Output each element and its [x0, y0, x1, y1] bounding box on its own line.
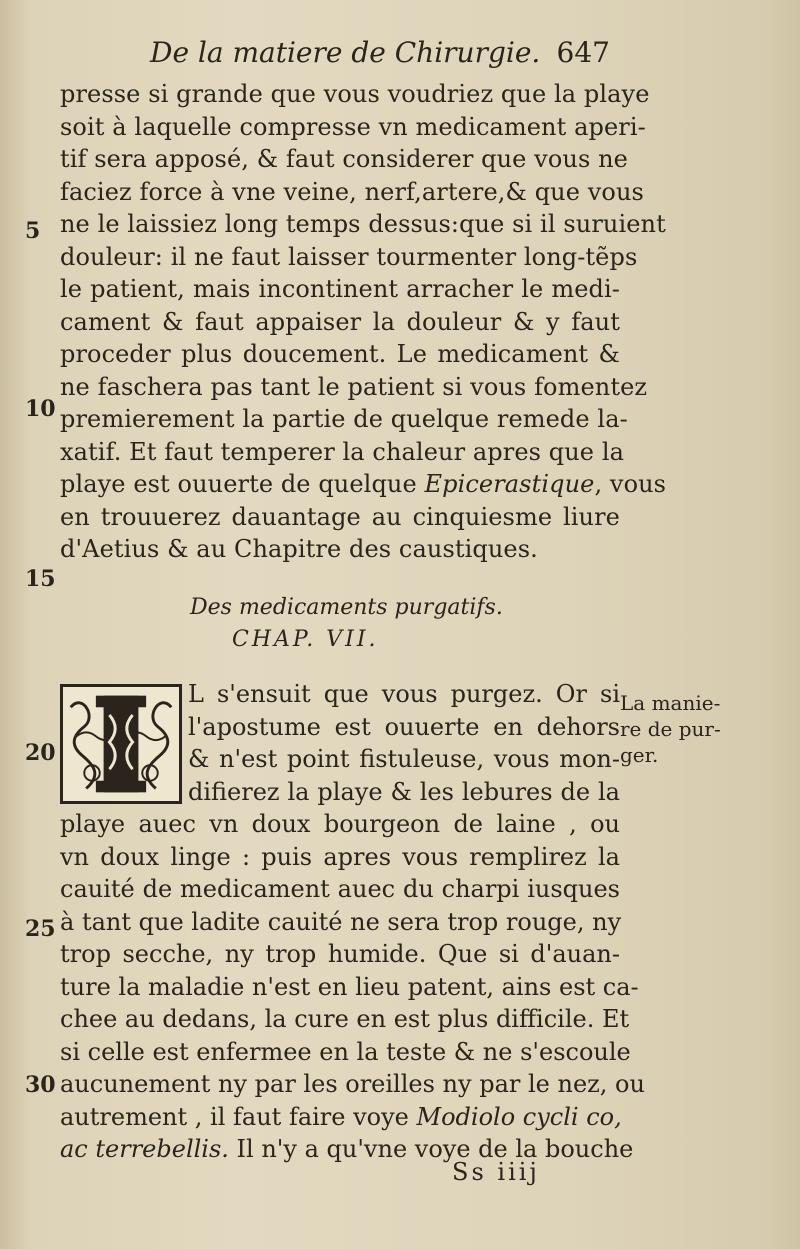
text-line: premierement la partie de quelque remede la- — [60, 405, 628, 433]
text-run: , vous — [594, 470, 667, 498]
text-line: aucunement ny par les oreilles ny par le nez, ou — [60, 1070, 645, 1098]
text-line — [60, 1101, 620, 1134]
line-number: 10 — [25, 396, 56, 422]
text-line: cament & faut appaiser la douleur & y faut — [60, 307, 620, 336]
text-line: trop secche, ny trop humide. Que si d'auan- — [60, 940, 620, 968]
running-head — [150, 36, 610, 76]
text-line: vn doux linge : puis apres vous remplirez la — [60, 842, 620, 871]
paragraph-1 — [60, 78, 667, 566]
running-title: De la matiere de Chirurgie. — [150, 36, 541, 69]
text-line: si celle est enfermee en la teste & ne s'escoule — [60, 1037, 631, 1066]
italic-term: Modiolo cycli co, — [416, 1102, 622, 1131]
margin-note-line: ger. — [620, 743, 659, 767]
text-line: L s'ensuit que vous purgez. Or si — [188, 680, 620, 708]
page-number: 647 — [556, 36, 610, 69]
italic-term: Epicerastique — [424, 470, 595, 498]
text-line: le patient, mais incontinent arracher le medi- — [60, 275, 620, 303]
text-line: difierez la playe & les lebures de la — [188, 777, 620, 806]
line-number: 20 — [25, 740, 56, 766]
line-number: 15 — [25, 566, 56, 592]
text-line: tif sera apposé, & faut considerer que vous ne — [60, 145, 628, 173]
text-line: à tant que ladite cauité ne sera trop rouge, ny — [60, 907, 622, 936]
text-line: ture la maladie n'est en lieu patent, ains est ca- — [60, 972, 639, 1001]
text-line: ne le laissiez long temps dessus:que si il suruient — [60, 210, 666, 238]
catchword-signature: Ss iiij — [452, 1158, 540, 1186]
text-line — [60, 468, 667, 501]
text-line: faciez force à vne veine, nerf,artere,& que vous — [60, 177, 644, 206]
margin-note-line: La manie- — [620, 691, 721, 715]
text-line: ne faschera pas tant le patient si vous fomentez — [60, 372, 648, 401]
line-number: 30 — [25, 1072, 56, 1098]
section-heading: Des medicaments purgatifs. — [190, 595, 503, 620]
text-line: en trouuerez dauantage au cinquiesme liure — [60, 502, 620, 531]
text-line: d'Aetius & au Chapitre des caustiques. — [60, 535, 538, 563]
text-line: presse si grande que vous voudriez que la playe — [60, 80, 650, 108]
chapter-label: CHAP. VII. — [232, 627, 379, 652]
text-line: xatif. Et faut temperer la chaleur apres que la — [60, 437, 625, 466]
text-line: l'apostume est ouuerte en dehors — [188, 712, 620, 741]
text-line: douleur: il ne faut laisser tourmenter long-tẽps — [60, 242, 638, 271]
text-run: autrement , il faut faire voye — [60, 1102, 409, 1131]
text-line: playe auec vn doux bourgeon de laine , ou — [60, 810, 620, 838]
text-line: cauité de medicament auec du charpi iusques — [60, 875, 620, 903]
text-run: playe est ouuerte de quelque — [60, 470, 425, 498]
text-line: & n'est point fistuleuse, vous mon- — [188, 745, 620, 773]
italic-term: ac terrebellis. — [60, 1135, 229, 1163]
text-line: proceder plus doucement. Le medicament & — [60, 340, 620, 368]
text-line: soit à laquelle compresse vn medicament aperi- — [60, 112, 646, 141]
text-run: Il n'y a qu'vne voye de la bouche — [228, 1135, 634, 1163]
line-number: 25 — [25, 916, 56, 942]
margin-note — [620, 690, 790, 768]
text-line: chee au dedans, la cure en est plus difficile. Et — [60, 1005, 630, 1033]
line-number: 5 — [25, 218, 41, 244]
margin-note-line: re de pur- — [620, 717, 721, 741]
